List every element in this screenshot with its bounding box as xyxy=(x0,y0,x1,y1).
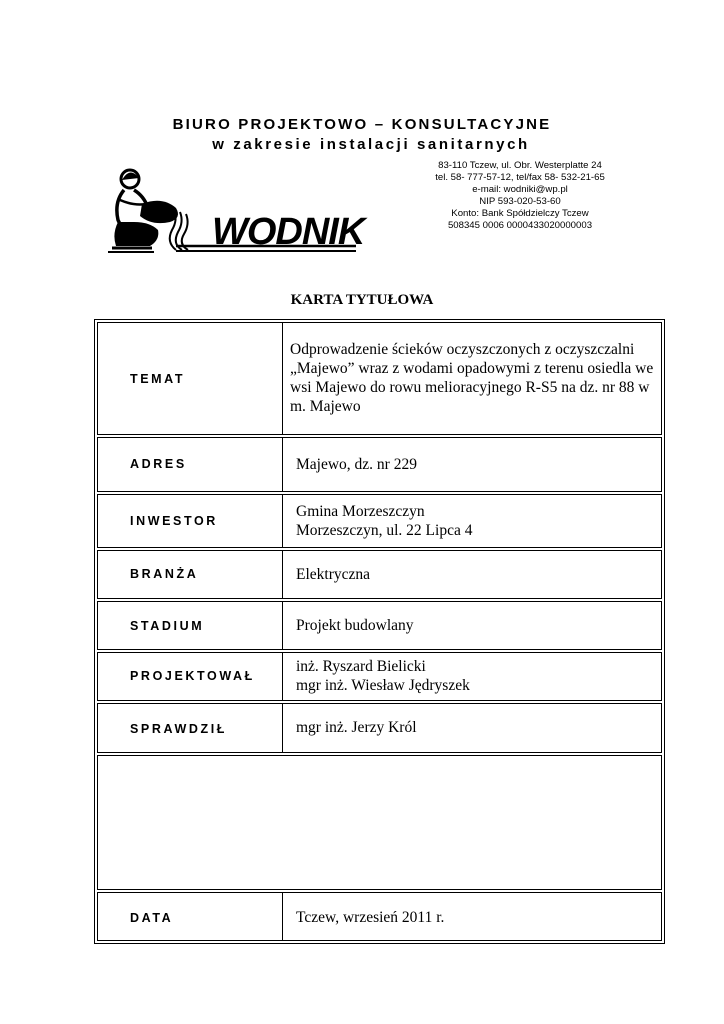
contact-account: 508345 0006 0000433020000003 xyxy=(447,220,593,231)
value-projektowal-2: mgr inż. Wiesław Jędryszek xyxy=(296,677,470,694)
label-inwestor: INWESTOR xyxy=(130,514,218,528)
value-sprawdzil: mgr inż. Jerzy Król xyxy=(296,719,417,736)
table-row-stadium xyxy=(97,601,662,650)
title-card-table xyxy=(94,319,665,944)
table-row-data xyxy=(97,892,662,941)
contact-bank: Konto: Bank Spółdzielczy Tczew xyxy=(451,208,589,219)
company-name: BIURO PROJEKTOWO – KONSULTACYJNE xyxy=(172,116,552,133)
document-title: KARTA TYTUŁOWA xyxy=(290,292,434,308)
label-adres: ADRES xyxy=(130,457,187,471)
table-row-temat xyxy=(97,322,662,435)
table-row-sprawdzil xyxy=(97,703,662,753)
kneeling-water-carrier-icon xyxy=(100,160,370,258)
company-logo xyxy=(100,160,370,263)
value-stadium: Projekt budowlany xyxy=(296,617,414,634)
table-row-inwestor xyxy=(97,494,662,548)
contact-email: e-mail: wodniki@wp.pl xyxy=(472,184,568,195)
svg-text:WODNIK: WODNIK xyxy=(212,211,365,253)
table-row-empty xyxy=(97,755,662,890)
table-row-adres xyxy=(97,437,662,492)
contact-address: 83-110 Tczew, ul. Obr. Westerplatte 24 xyxy=(438,160,602,171)
label-projektowal: PROJEKTOWAŁ xyxy=(130,669,255,683)
company-subtitle: w zakresie instalacji sanitarnych xyxy=(212,136,530,153)
label-stadium: STADIUM xyxy=(130,619,205,633)
label-data: DATA xyxy=(130,911,174,925)
contact-block xyxy=(400,160,640,232)
value-adres: Majewo, dz. nr 229 xyxy=(296,456,417,473)
contact-nip: NIP 593-020-53-60 xyxy=(479,196,561,207)
value-inwestor-address: Morzeszczyn, ul. 22 Lipca 4 xyxy=(296,522,473,539)
value-projektowal-1: inż. Ryszard Bielicki xyxy=(296,658,426,675)
contact-phone: tel. 58- 777-57-12, tel/fax 58- 532-21-65 xyxy=(435,172,605,183)
label-sprawdzil: SPRAWDZIŁ xyxy=(130,722,228,736)
value-inwestor-name: Gmina Morzeszczyn xyxy=(296,503,425,520)
label-branza: BRANŻA xyxy=(130,567,199,581)
value-temat: Odprowadzenie ścieków oczyszczonych z oczyszczalni „Majewo” wraz z wodami opadowymi z terenu osiedla we wsi Majewo do rowu melioracyjnego R-S5 na dz. nr 88 w m. Majewo xyxy=(290,341,654,415)
table-row-projektowal xyxy=(97,652,662,701)
value-data: Tczew, wrzesień 2011 r. xyxy=(296,909,445,926)
label-temat: TEMAT xyxy=(130,372,186,386)
value-branza: Elektryczna xyxy=(296,566,371,583)
table-row-branza xyxy=(97,550,662,599)
